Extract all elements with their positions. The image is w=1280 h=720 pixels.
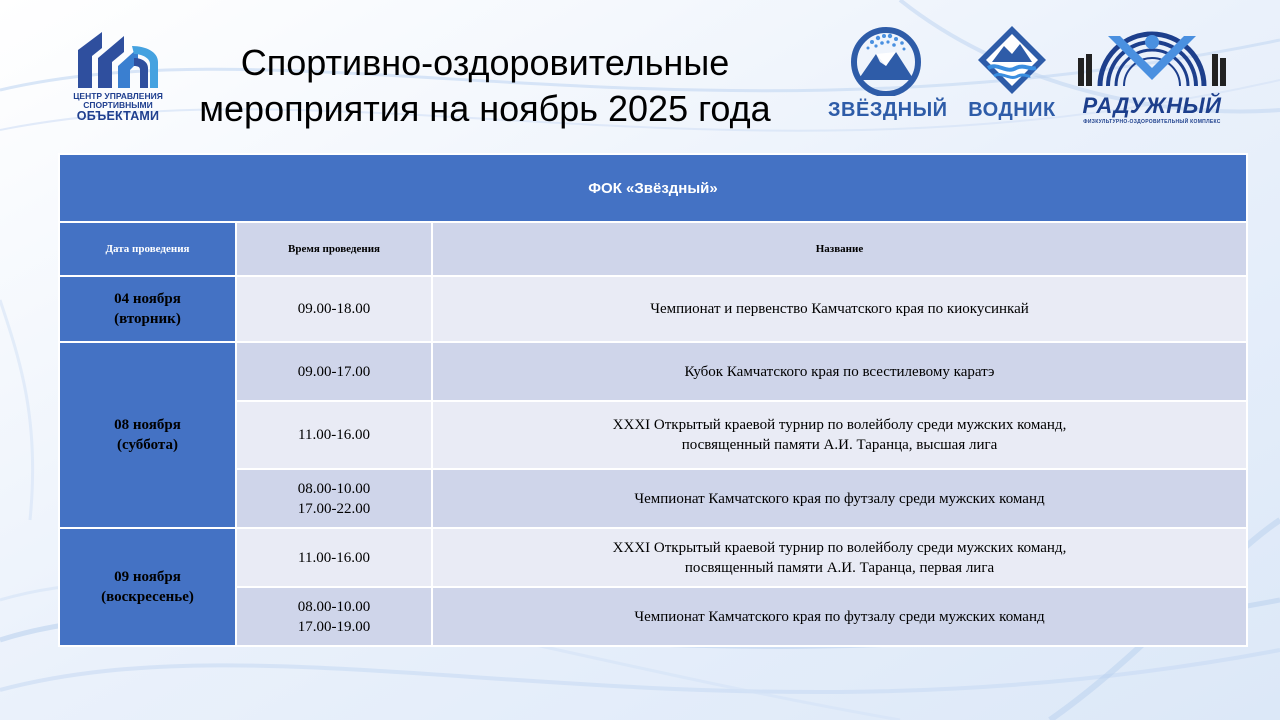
event-name-cell: Чемпионат и первенство Камчатского края по киокусинкай	[432, 276, 1247, 342]
venue-row	[59, 154, 1247, 222]
page-title	[160, 40, 810, 132]
mountain-wave-icon	[972, 24, 1052, 96]
logo-label-line3: ОБЪЕКТАМИ	[76, 109, 160, 123]
event-name-cell: Чемпионат Камчатского края по футзалу среди мужских команд	[432, 587, 1247, 646]
sports-objects-logo-icon	[72, 28, 164, 92]
mountain-stars-icon	[846, 24, 926, 96]
brand-zvezdny	[828, 24, 948, 122]
column-header-name: Название	[432, 222, 1247, 276]
header-row	[59, 222, 1247, 276]
event-name-cell: XXXI Открытый краевой турнир по волейболу среди мужских команд, посвященный памяти А.И. Таранца, высшая лига	[432, 401, 1247, 469]
rainbow-arena-icon	[1074, 28, 1230, 90]
time-cell: 09.00-17.00	[236, 342, 432, 401]
event-name-cell: XXXI Открытый краевой турнир по волейболу среди мужских команд, посвященный памяти А.И. Таранца, первая лига	[432, 528, 1247, 587]
logo-label-line2: СПОРТИВНЫМИ	[83, 100, 153, 110]
table-row	[59, 469, 1247, 528]
event-name-cell: Кубок Камчатского края по всестилевому каратэ	[432, 342, 1247, 401]
brand-vodnik	[964, 24, 1060, 122]
time-cell: 11.00-16.00	[236, 401, 432, 469]
column-header-date: Дата проведения	[59, 222, 236, 276]
brand-raduzhny	[1072, 28, 1232, 125]
time-cell: 08.00-10.00 17.00-22.00	[236, 469, 432, 528]
schedule-table	[58, 153, 1248, 647]
brand-vodnik-name: ВОДНИК	[968, 99, 1056, 121]
time-cell: 09.00-18.00	[236, 276, 432, 342]
table-row	[59, 587, 1247, 646]
brand-raduzhny-name: РАДУЖНЫЙ	[1082, 93, 1222, 118]
column-header-time: Время проведения	[236, 222, 432, 276]
venue-title: ФОК «Звёздный»	[59, 154, 1247, 222]
date-cell: 08 ноября (суббота)	[59, 342, 236, 528]
table-row	[59, 401, 1247, 469]
time-cell: 08.00-10.00 17.00-19.00	[236, 587, 432, 646]
page-title-line2: мероприятия на ноябрь 2025 года	[199, 88, 771, 129]
time-cell: 11.00-16.00	[236, 528, 432, 587]
logo-label-line1: ЦЕНТР УПРАВЛЕНИЯ	[73, 91, 163, 101]
brand-raduzhny-subtitle: ФИЗКУЛЬТУРНО-ОЗДОРОВИТЕЛЬНЫЙ КОМПЛЕКС	[1083, 119, 1221, 125]
event-name-cell: Чемпионат Камчатского края по футзалу среди мужских команд	[432, 469, 1247, 528]
organization-logo	[72, 28, 164, 128]
table-row	[59, 342, 1247, 401]
table-row	[59, 528, 1247, 587]
date-cell: 09 ноября (воскресенье)	[59, 528, 236, 646]
date-cell: 04 ноября (вторник)	[59, 276, 236, 342]
table-row	[59, 276, 1247, 342]
page-title-line1: Спортивно-оздоровительные	[240, 42, 730, 83]
brand-zvezdny-name: ЗВЁЗДНЫЙ	[828, 99, 948, 121]
